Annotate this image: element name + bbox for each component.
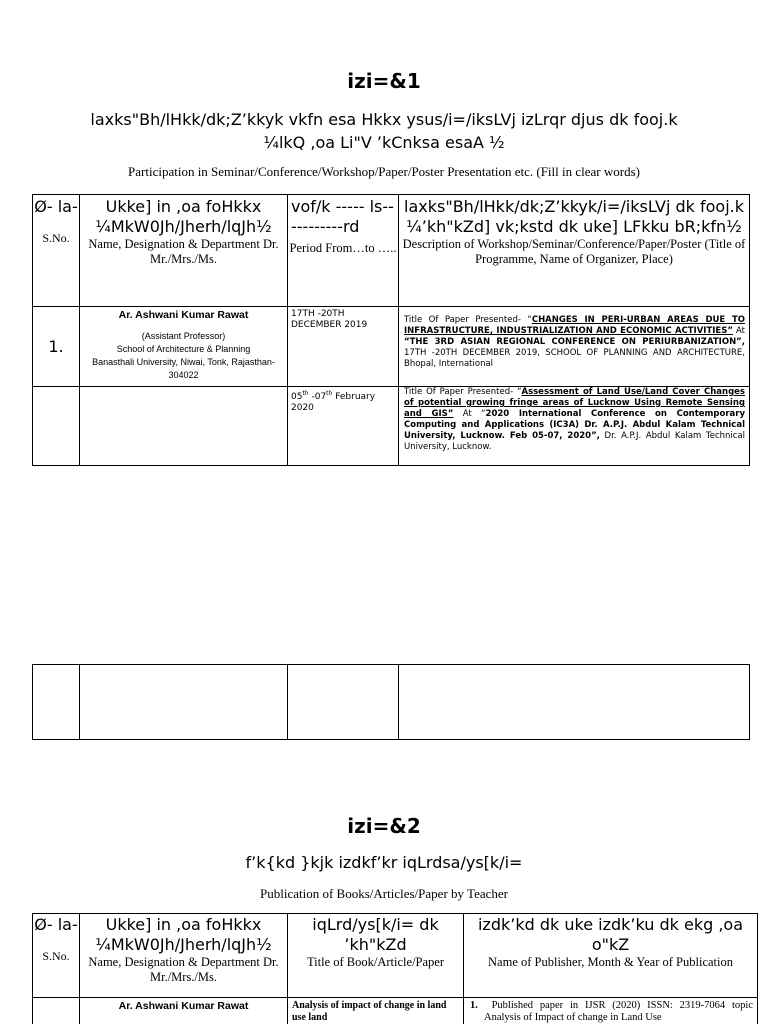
header-period: vof/k ----- ls-----------rd Period From…to ….. bbox=[288, 195, 399, 307]
header-sno: Ø- la- S.No. bbox=[33, 914, 80, 998]
section1-title: izi=&1 bbox=[347, 69, 421, 93]
empty-cell bbox=[80, 665, 288, 740]
row-name: Ar. Ashwani Kumar Rawat bbox=[118, 1000, 249, 1012]
header-sno: Ø- la- S.No. bbox=[33, 195, 80, 307]
header-name: Ukke] in ,oa foHkkx ¼MkW0Jh/Jherh/lqJh½ Name, Designation & Department Dr. Mr./Mrs./Ms. bbox=[80, 195, 288, 307]
row-department: School of Architecture & Planning bbox=[116, 344, 251, 354]
header-name: Ukke] in ,oa foHkkx ¼MkW0Jh/Jherh/lqJh½ Name, Designation & Department Dr. Mr./Mrs./Ms. bbox=[80, 914, 288, 998]
publication-table bbox=[32, 913, 758, 1024]
row-title: Analysis of impact of change in land use land bbox=[288, 998, 464, 1024]
header-description: laxks"Bh/lHkk/dk;Z’kkyk/i=/iksLVj dk fooj.k ¼’kh"kZd] vk;kstd dk uke] LFkku bR;kfn½ Description of Workshop/Seminar/Conference/Paper/Poster (Title of Programme, Name of Organizer, Place) bbox=[399, 195, 750, 307]
participation-table bbox=[32, 194, 750, 466]
row-name-cell bbox=[80, 387, 288, 466]
row-name: Ar. Ashwani Kumar Rawat bbox=[118, 309, 249, 321]
row-designation: (Assistant Professor) bbox=[141, 331, 226, 341]
row-sno bbox=[33, 998, 80, 1024]
section1-subtitle-hindi: laxks"Bh/lHkk/dk;Z’kkyk vkfn esa Hkkx ysus/i=/iksLVj izLrqr djus dk fooj.k ¼lkQ ,oa Li"V ’kCnksa esaA ½ bbox=[90, 110, 678, 152]
empty-cell bbox=[288, 665, 399, 740]
row-name-cell bbox=[80, 307, 288, 387]
empty-cell bbox=[33, 665, 80, 740]
row-university: Banasthali University, Niwai, Tonk, Rajasthan-304022 bbox=[92, 357, 275, 380]
table-row bbox=[33, 998, 758, 1024]
section1-subtitle-english: Participation in Seminar/Conference/Workshop/Paper/Poster Presentation etc. (Fill in clear words) bbox=[128, 164, 640, 179]
row-sno: 1. bbox=[33, 307, 80, 387]
header-title: iqLrd/ys[k/i= dk ’kh"kZd Title of Book/Article/Paper bbox=[288, 914, 464, 998]
header-publisher: izdk’kd dk uke izdk’ku dk ekg ,oa o"kZ Name of Publisher, Month & Year of Publication bbox=[464, 914, 758, 998]
empty-table bbox=[32, 664, 750, 740]
row-name-cell bbox=[80, 998, 288, 1024]
table-header-row bbox=[33, 914, 758, 998]
row-description: Title Of Paper Presented- “CHANGES IN PERI-URBAN AREAS DUE TO INFRASTRUCTURE, INDUSTRIALIZATION AND ECONOMIC ACTIVITIES” At “THE 3RD ASIAN REGIONAL CONFERENCE ON PERIURBANIZATION”, 17TH -20TH DECEMBER 2019, SCHOOL OF PLANNING AND ARCHITECTURE, Bhopal, International bbox=[399, 307, 750, 387]
table-row bbox=[33, 387, 750, 466]
row-description: Title Of Paper Presented- “Assessment of Land Use/Land Cover Changes of potential growing fringe areas of Lucknow Using Remote Sensing and GIS” At “2020 International Conference on Contemporary Computing and Applications (IC3A) Dr. A.P.J. Abdul Kalam Technical University, Lucknow. Feb 05-07, 2020”, Dr. A.P.J. Abdul Kalam Technical University, Lucknow. bbox=[399, 387, 750, 466]
row-sno bbox=[33, 387, 80, 466]
section2-title: izi=&2 bbox=[347, 814, 421, 838]
row-publication: 1. Published paper in IJSR (2020) ISSN: 2319-7064 topic Analysis of Impact of change in Land Use bbox=[464, 998, 758, 1024]
empty-cell bbox=[399, 665, 750, 740]
table-row bbox=[33, 307, 750, 387]
table-row bbox=[33, 665, 750, 740]
section2-subtitle-english: Publication of Books/Articles/Paper by Teacher bbox=[260, 886, 508, 901]
row-period: 05th -07th February 2020 bbox=[288, 387, 399, 466]
row-period: 17TH -20TH DECEMBER 2019 bbox=[288, 307, 399, 387]
table-header-row bbox=[33, 195, 750, 307]
section2-subtitle-hindi: f’k{kd }kjk izdkf’kr iqLrdsa/ys[k/i= bbox=[245, 853, 523, 872]
